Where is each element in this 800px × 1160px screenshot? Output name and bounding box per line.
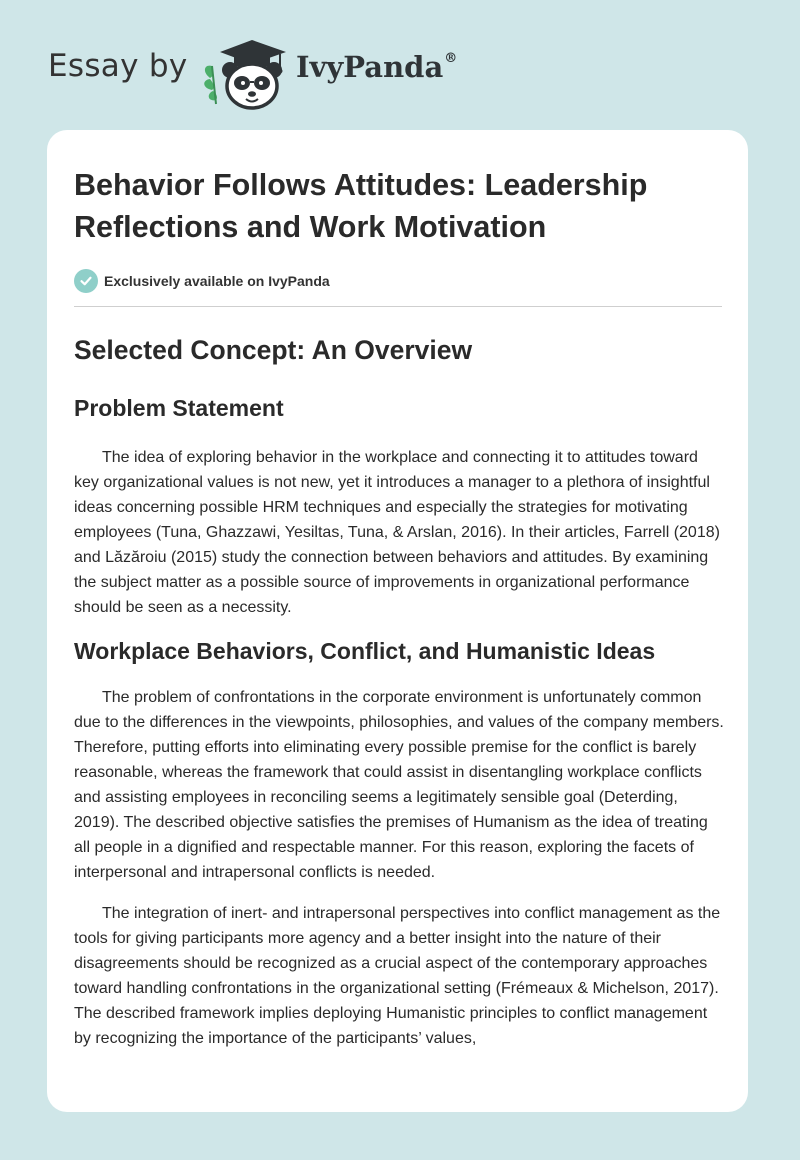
subheading-problem-statement: Problem Statement [74,395,284,421]
subheading-workplace-behaviors: Workplace Behaviors, Conflict, and Humanistic Ideas [74,638,656,664]
panda-graduate-icon[interactable] [200,34,292,112]
exclusive-label: Exclusively available on IvyPanda [104,273,330,289]
paragraph: The idea of exploring behavior in the workplace and connecting it to attitudes toward key organizational values is not new, yet it introduces a manager to a plethora of insightful ideas concerning possible HRM techniques and especially the strategies for motivating employees (Tuna, Ghazzawi, Yesiltas, Tuna, & Arslan, 2016). In their articles, Farrell (2018) and Lăzăroiu (2015) study the connection between behaviors and attitudes. By examining the subject matter as a possible source of improvements in organizational performance should be seen as a necessity. [74,449,720,616]
essay-by-label: Essay by [48,48,188,84]
section-heading: Selected Concept: An Overview [74,335,473,365]
site-header [48,30,648,110]
essay-card [47,130,748,1112]
essay-title: Behavior Follows Attitudes: Leadership Reflections and Work Motivation [74,168,648,244]
divider [74,306,722,307]
paragraph: The problem of confrontations in the corporate environment is unfortunately common due to the differences in the viewpoints, philosophies, and values of the company members. Therefore, putting efforts into eliminating every possible premise for the conflict is barely reasonable, whereas the framework that could assist in disentangling workplace conflicts and assisting employees in reconciling seems a legitimately sensible goal (Deterding, 2019). The described objective satisfies the premises of Humanism as the idea of treating all people in a dignified and respectable manner. For this reason, exploring the facets of interpersonal and intrapersonal conflicts is needed. [74,689,724,881]
check-icon [74,269,98,293]
registered-mark: ® [444,51,458,67]
exclusive-badge [74,268,721,294]
brand-name[interactable]: IvyPanda® [296,50,458,84]
paragraph: The integration of inert- and intrapersonal perspectives into conflict management as the tools for giving participants more agency and a better insight into the nature of their disagreements should be recognized as a crucial aspect of the contemporary approaches toward handling confrontations in the organizational setting (Frémeaux & Michelson, 2017). The described framework implies deploying Humanistic principles to conflict management by recognizing the importance of the participants’ values, [74,905,721,1047]
